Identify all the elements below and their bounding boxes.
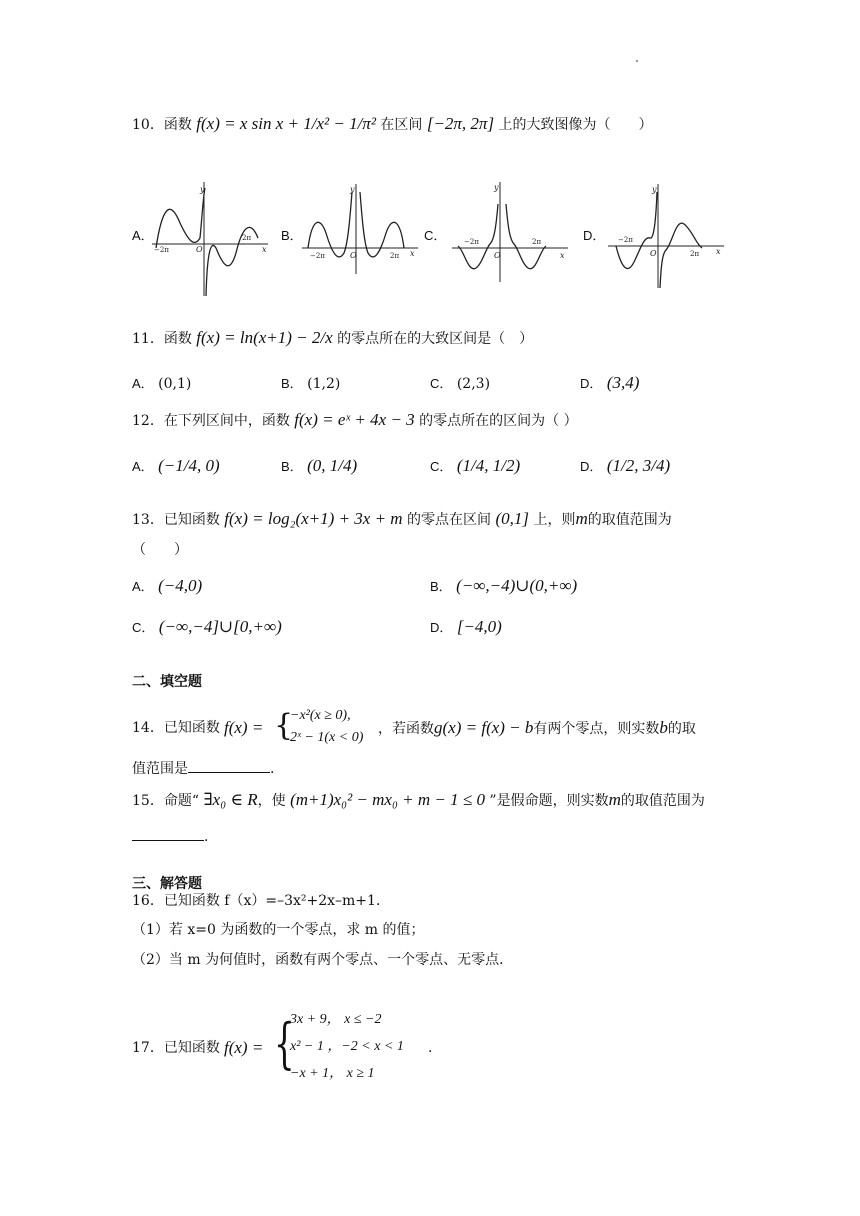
- q10-graph-d-origin: O: [650, 249, 657, 258]
- page-dot: [636, 60, 638, 62]
- q15-inequality: (m+1)x₀² − mx₀ + m − 1 ≤ 0: [290, 790, 485, 809]
- q10-graph-a-left-tick: −2π: [154, 246, 169, 254]
- q10-graph-b-right-tick: 2π: [390, 252, 400, 260]
- q10-graph-c-y-label: y: [494, 183, 499, 192]
- q14-case1: −x²(x ≥ 0),: [290, 708, 351, 723]
- q10-graph-a-origin: O: [196, 245, 203, 254]
- q10-graph-a-y-label: y: [200, 185, 205, 194]
- q12-stem: 12．在下列区间中，函数 f(x) = eˣ + 4x − 3 的零点所在的区间为（ ）: [132, 410, 578, 429]
- q10-graph-b-y-label: y: [350, 185, 355, 194]
- q15-stem: 15．命题“ ∃x₀ ∈ R，使 (m+1)x₀² − mx₀ + m − 1 ≤ 0 ”是假命题，则实数m的取值范围为: [132, 790, 705, 809]
- q10-option-c-label[interactable]: C．: [424, 228, 447, 243]
- q13-paren: （ ）: [132, 542, 188, 558]
- q10-graph-a-x-label: x: [262, 245, 267, 254]
- q17-case1: 3x + 9， x ≤ −2: [290, 1012, 382, 1027]
- q10-graph-b: [300, 178, 420, 278]
- q13-option-b[interactable]: B． (−∞,−4)∪(0,+∞): [430, 576, 578, 595]
- q10-graph-d: [606, 178, 726, 293]
- q10-option-d-label[interactable]: D．: [583, 228, 606, 243]
- q10-graph-c-right-tick: 2π: [532, 238, 542, 246]
- q14-answer-blank[interactable]: [188, 758, 270, 773]
- q11-option-a[interactable]: A． (0,1): [132, 376, 192, 392]
- q16-stem: 16．已知函数 f（x）=–3x²+2x–m+1．: [132, 893, 390, 909]
- q10-graph-d-x-label: x: [716, 247, 721, 256]
- q12-option-c[interactable]: C． (1/4, 1/2): [430, 456, 521, 475]
- q12-option-a[interactable]: A． (−1/4, 0): [132, 456, 220, 475]
- q10-graph-c-x-label: x: [560, 251, 565, 260]
- section-answer: 三、解答题: [132, 876, 202, 892]
- q13-stem: 13．已知函数 f(x) = log₂(x+1) + 3x + m 的零点在区间 (0,1] 上，则m的取值范围为: [132, 509, 672, 528]
- q13-option-c[interactable]: C． (−∞,−4]∪[0,+∞): [132, 617, 282, 636]
- q15-line2: .: [132, 826, 208, 847]
- q10-stem: 10．函数 f(x) = x sin x + 1/x² − 1/π² 在区间 [−2π, 2π] 上的大致图像为（ ）: [132, 114, 653, 133]
- q11-option-b[interactable]: B． (1,2): [281, 376, 341, 392]
- q13-formula: f(x) = log₂(x+1) + 3x + m: [224, 509, 403, 528]
- q10-graph-d-right-tick: 2π: [690, 250, 700, 258]
- q10-graph-c: [450, 178, 570, 288]
- q13-interval: (0,1]: [495, 509, 530, 528]
- q13-option-d[interactable]: D． [−4,0): [430, 617, 502, 636]
- q11-option-d[interactable]: D． (3,4): [580, 373, 640, 392]
- q17-stem: 17．已知函数 f(x) = { 3x + 9， x ≤ −2 x² − 1 ，−2 < x < 1 −x + 1， x ≥ 1 .: [132, 1010, 492, 1086]
- q13-option-a[interactable]: A． (−4,0): [132, 576, 203, 595]
- q10-graph-c-origin: O: [494, 251, 501, 260]
- q10-interval: [−2π, 2π]: [426, 114, 495, 133]
- q12-formula: f(x) = eˣ + 4x − 3: [294, 410, 415, 429]
- q15-answer-blank[interactable]: [132, 826, 204, 841]
- q10-graph-a: [150, 178, 270, 298]
- q10-formula: f(x) = x sin x + 1/x² − 1/π²: [196, 114, 376, 133]
- q10-option-a-label[interactable]: A．: [132, 228, 154, 243]
- q14-case2: 2ˣ − 1(x < 0): [290, 730, 364, 745]
- q10-graph-a-right-tick: 2π: [242, 234, 252, 242]
- q11-formula: f(x) = ln(x+1) − 2/x: [196, 328, 333, 347]
- q10-graph-d-left-tick: −2π: [618, 236, 633, 244]
- q16-part1: （1）若 x=0 为函数的一个零点，求 m 的值；: [132, 922, 425, 938]
- q10-option-b-label[interactable]: B．: [281, 228, 303, 243]
- q17-case2: x² − 1 ，−2 < x < 1: [290, 1039, 404, 1054]
- q12-option-d[interactable]: D． (1/2, 3/4): [580, 456, 671, 475]
- q16-part2: （2）当 m 为何值时，函数有两个零点、一个零点、无零点．: [132, 952, 514, 968]
- q10-graph-b-x-label: x: [410, 249, 415, 258]
- q11-stem: 11．函数 f(x) = ln(x+1) − 2/x 的零点所在的大致区间是（ ）: [132, 328, 534, 347]
- q10-graph-b-origin: O: [350, 251, 357, 260]
- q10-graph-d-y-label: y: [652, 185, 657, 194]
- q10-graph-c-left-tick: −2π: [464, 238, 479, 246]
- q10-graph-b-left-tick: −2π: [310, 252, 325, 260]
- section-fill-in: 二、填空题: [132, 674, 202, 690]
- q17-case3: −x + 1， x ≥ 1: [290, 1066, 375, 1081]
- q12-option-b[interactable]: B． (0, 1/4): [281, 456, 358, 475]
- q14-line2: 值范围是 .: [132, 758, 274, 779]
- q11-option-c[interactable]: C． (2,3): [430, 376, 491, 392]
